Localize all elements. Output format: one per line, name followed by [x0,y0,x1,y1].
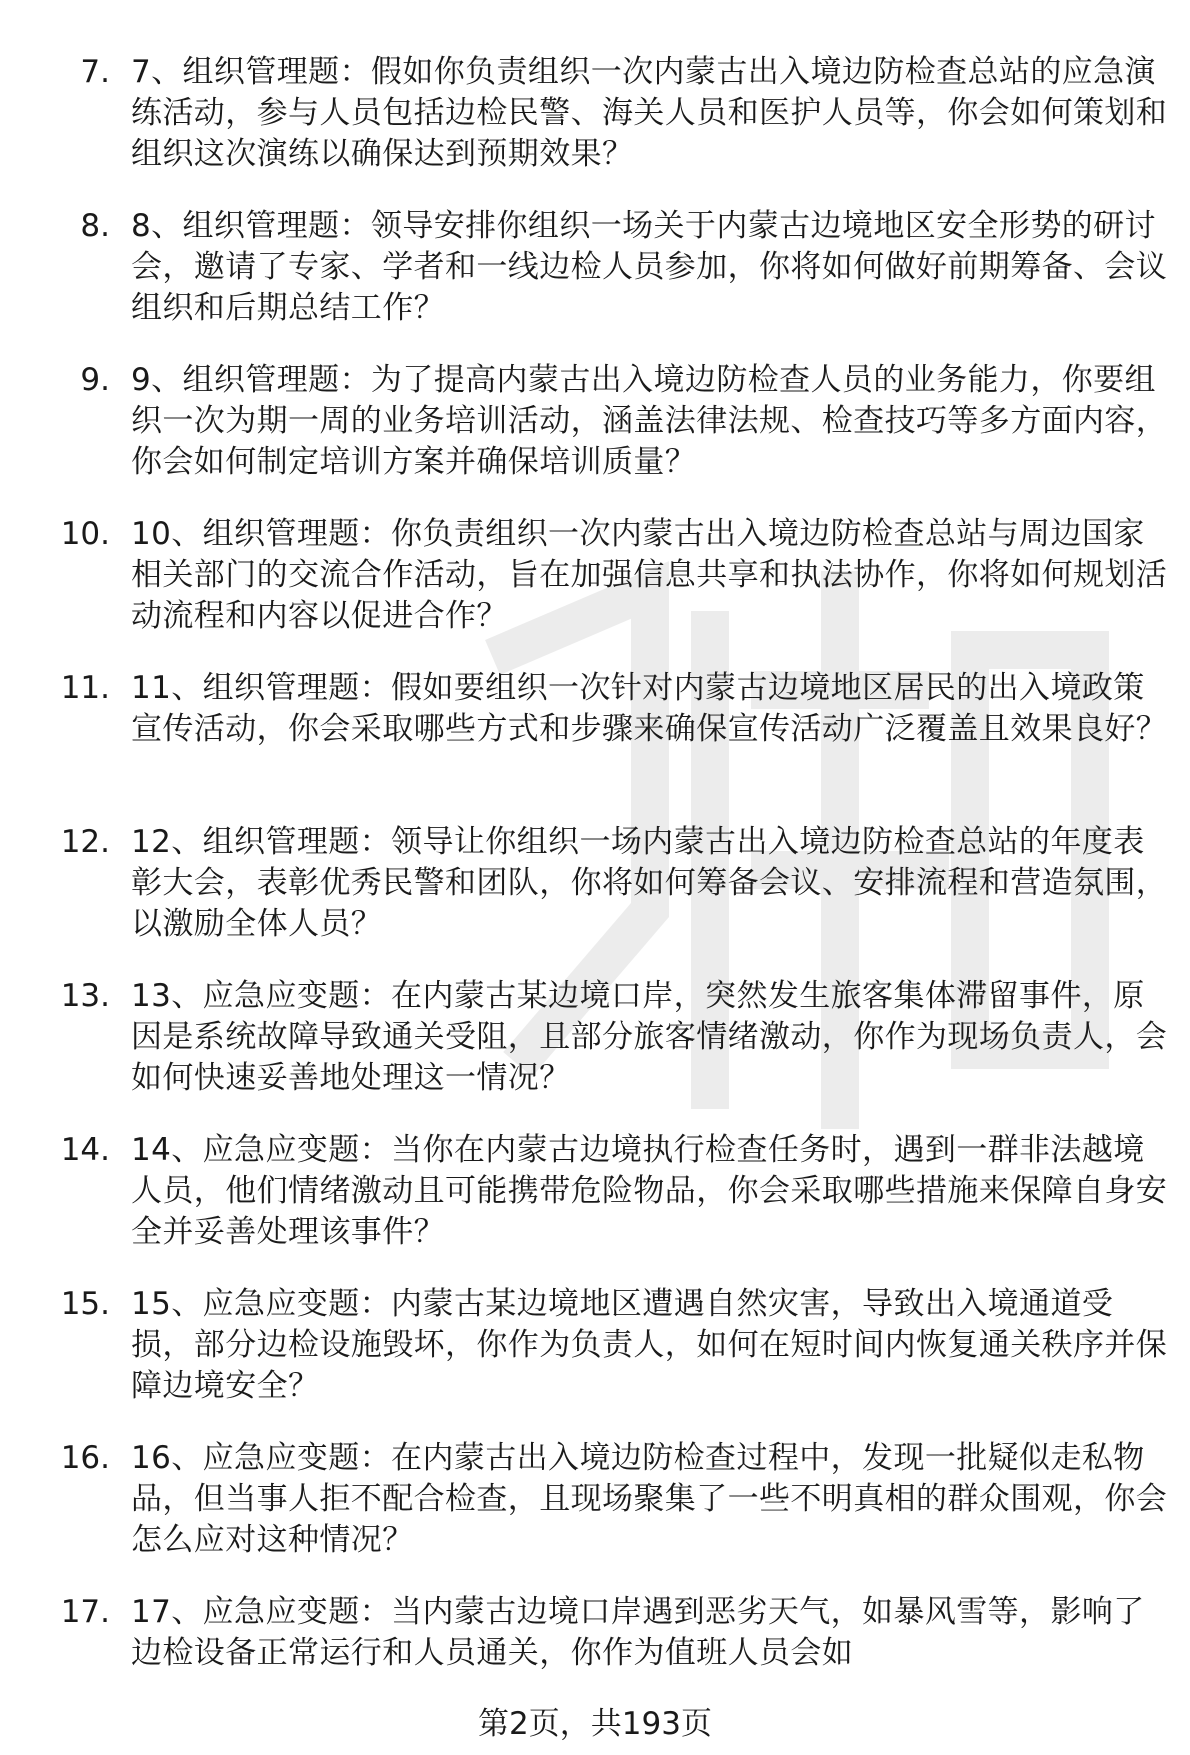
question-list [0,52,1190,1746]
item-number: 14. [60,1132,110,1168]
item-text: 8、组织管理题：领导安排你组织一场关于内蒙古边境地区安全形势的研讨会，邀请了专家、学者和一线边检人员参加，你将如何做好前期筹备、会议组织和后期总结工作？ [131,208,1168,326]
item-text: 17、应急应变题：当内蒙古边境口岸遇到恶劣天气，如暴风雪等，影响了边检设备正常运行和人员通关，你作为值班人员会如 [131,1594,1145,1671]
list-item [0,976,1190,1099]
item-number: 11. [60,670,110,706]
item-text: 12、组织管理题：领导让你组织一场内蒙古出入境边防检查总站的年度表彰大会，表彰优秀民警和团队，你将如何筹备会议、安排流程和营造氛围，以激励全体人员？ [131,824,1168,942]
list-item [0,360,1190,483]
list-item [0,1592,1190,1715]
item-text: 15、应急应变题：内蒙古某边境地区遭遇自然灾害，导致出入境通道受损，部分边检设施毁坏，你作为负责人，如何在短时间内恢复通关秩序并保障边境安全？ [131,1286,1168,1404]
list-item [0,52,1190,175]
page-number-footer: 第2页，共193页 [478,1706,712,1742]
list-item [0,206,1190,329]
item-number: 10. [60,516,110,552]
item-number: 7. [80,54,110,90]
item-number: 12. [60,824,110,860]
item-number: 16. [60,1440,110,1476]
list-item [0,668,1190,791]
item-number: 17. [60,1594,110,1630]
item-text: 13、应急应变题：在内蒙古某边境口岸，突然发生旅客集体滞留事件，原因是系统故障导致通关受阻，且部分旅客情绪激动，你作为现场负责人，会如何快速妥善地处理这一情况？ [131,978,1168,1096]
item-text: 7、组织管理题：假如你负责组织一次内蒙古出入境边防检查总站的应急演练活动，参与人员包括边检民警、海关人员和医护人员等，你会如何策划和组织这次演练以确保达到预期效果？ [131,54,1168,172]
item-number: 9. [80,362,110,398]
item-text: 11、组织管理题：假如要组织一次针对内蒙古边境地区居民的出入境政策宣传活动，你会采取哪些方式和步骤来确保宣传活动广泛覆盖且效果良好？ [131,670,1168,747]
item-text: 16、应急应变题：在内蒙古出入境边防检查过程中，发现一批疑似走私物品，但当事人拒不配合检查，且现场聚集了一些不明真相的群众围观，你会怎么应对这种情况？ [131,1440,1168,1558]
item-text: 14、应急应变题：当你在内蒙古边境执行检查任务时，遇到一群非法越境人员，他们情绪激动且可能携带危险物品，你会采取哪些措施来保障自身安全并妥善处理该事件？ [131,1132,1168,1250]
list-item [0,822,1190,945]
list-item [0,514,1190,637]
item-text: 9、组织管理题：为了提高内蒙古出入境边防检查人员的业务能力，你要组织一次为期一周的业务培训活动，涵盖法律法规、检查技巧等多方面内容，你会如何制定培训方案并确保培训质量？ [131,362,1168,480]
item-number: 13. [60,978,110,1014]
list-item [0,1438,1190,1561]
list-item [0,1284,1190,1407]
item-text: 10、组织管理题：你负责组织一次内蒙古出入境边防检查总站与周边国家相关部门的交流合作活动，旨在加强信息共享和执法协作，你将如何规划活动流程和内容以促进合作？ [131,516,1168,634]
item-number: 8. [80,208,110,244]
list-item [0,1130,1190,1253]
item-number: 15. [60,1286,110,1322]
